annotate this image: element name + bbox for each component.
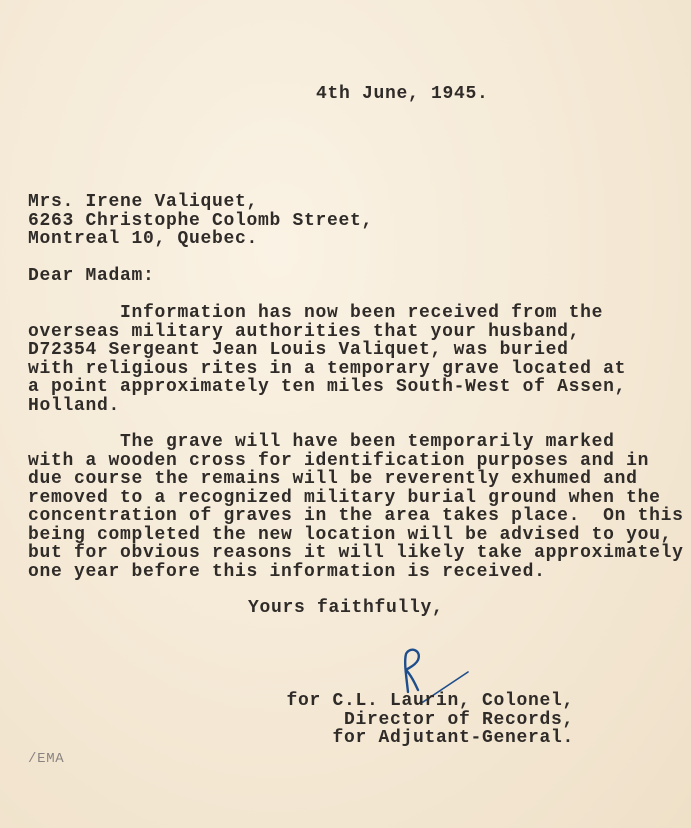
salutation: Dear Madam: [28, 266, 155, 286]
paragraph-line: concentration of graves in the area takes place. On this [28, 506, 684, 526]
paragraph-line: with a wooden cross for identification purposes and in [28, 450, 650, 471]
signature-block [286, 692, 574, 748]
paragraph-line: removed to a recognized military burial ground when the [28, 487, 661, 508]
paragraph-line: one year before this information is received. [28, 561, 546, 582]
signature-line: for C.L. Laurin, Colonel, [286, 691, 574, 711]
signature-line: for Adjutant-General. [332, 728, 574, 748]
address-line: Mrs. Irene Valiquet, [28, 192, 259, 212]
typist-reference: /EMA [28, 751, 65, 767]
paragraph-line: Information has now been received from the [28, 303, 604, 323]
paragraph-1 [28, 304, 626, 415]
recipient-address [28, 193, 373, 249]
address-line: 6263 Christophe Colomb Street, [28, 210, 374, 231]
paragraph-line: D72354 Sergeant Jean Louis Valiquet, was buried [28, 340, 569, 360]
paragraph-line: a point approximately ten miles South-West of Assen, [28, 377, 627, 397]
address-line: Montreal 10, Quebec. [28, 229, 259, 249]
paragraph-line: due course the remains will be reverently exhumed and [28, 469, 638, 489]
paragraph-line: Holland. [28, 395, 121, 416]
paragraph-line: overseas military authorities that your husband, [28, 321, 581, 342]
closing: Yours faithfully, [248, 598, 444, 618]
paragraph-2 [28, 433, 684, 581]
signature-line: Director of Records, [343, 709, 574, 730]
paragraph-line: with religious rites in a temporary grave located at [28, 358, 627, 379]
paragraph-line: The grave will have been temporarily marked [28, 432, 615, 452]
paragraph-line: but for obvious reasons it will likely take approximately [28, 543, 684, 563]
letter-date: 4th June, 1945. [316, 84, 489, 104]
paragraph-line: being completed the new location will be advised to you, [28, 524, 673, 545]
